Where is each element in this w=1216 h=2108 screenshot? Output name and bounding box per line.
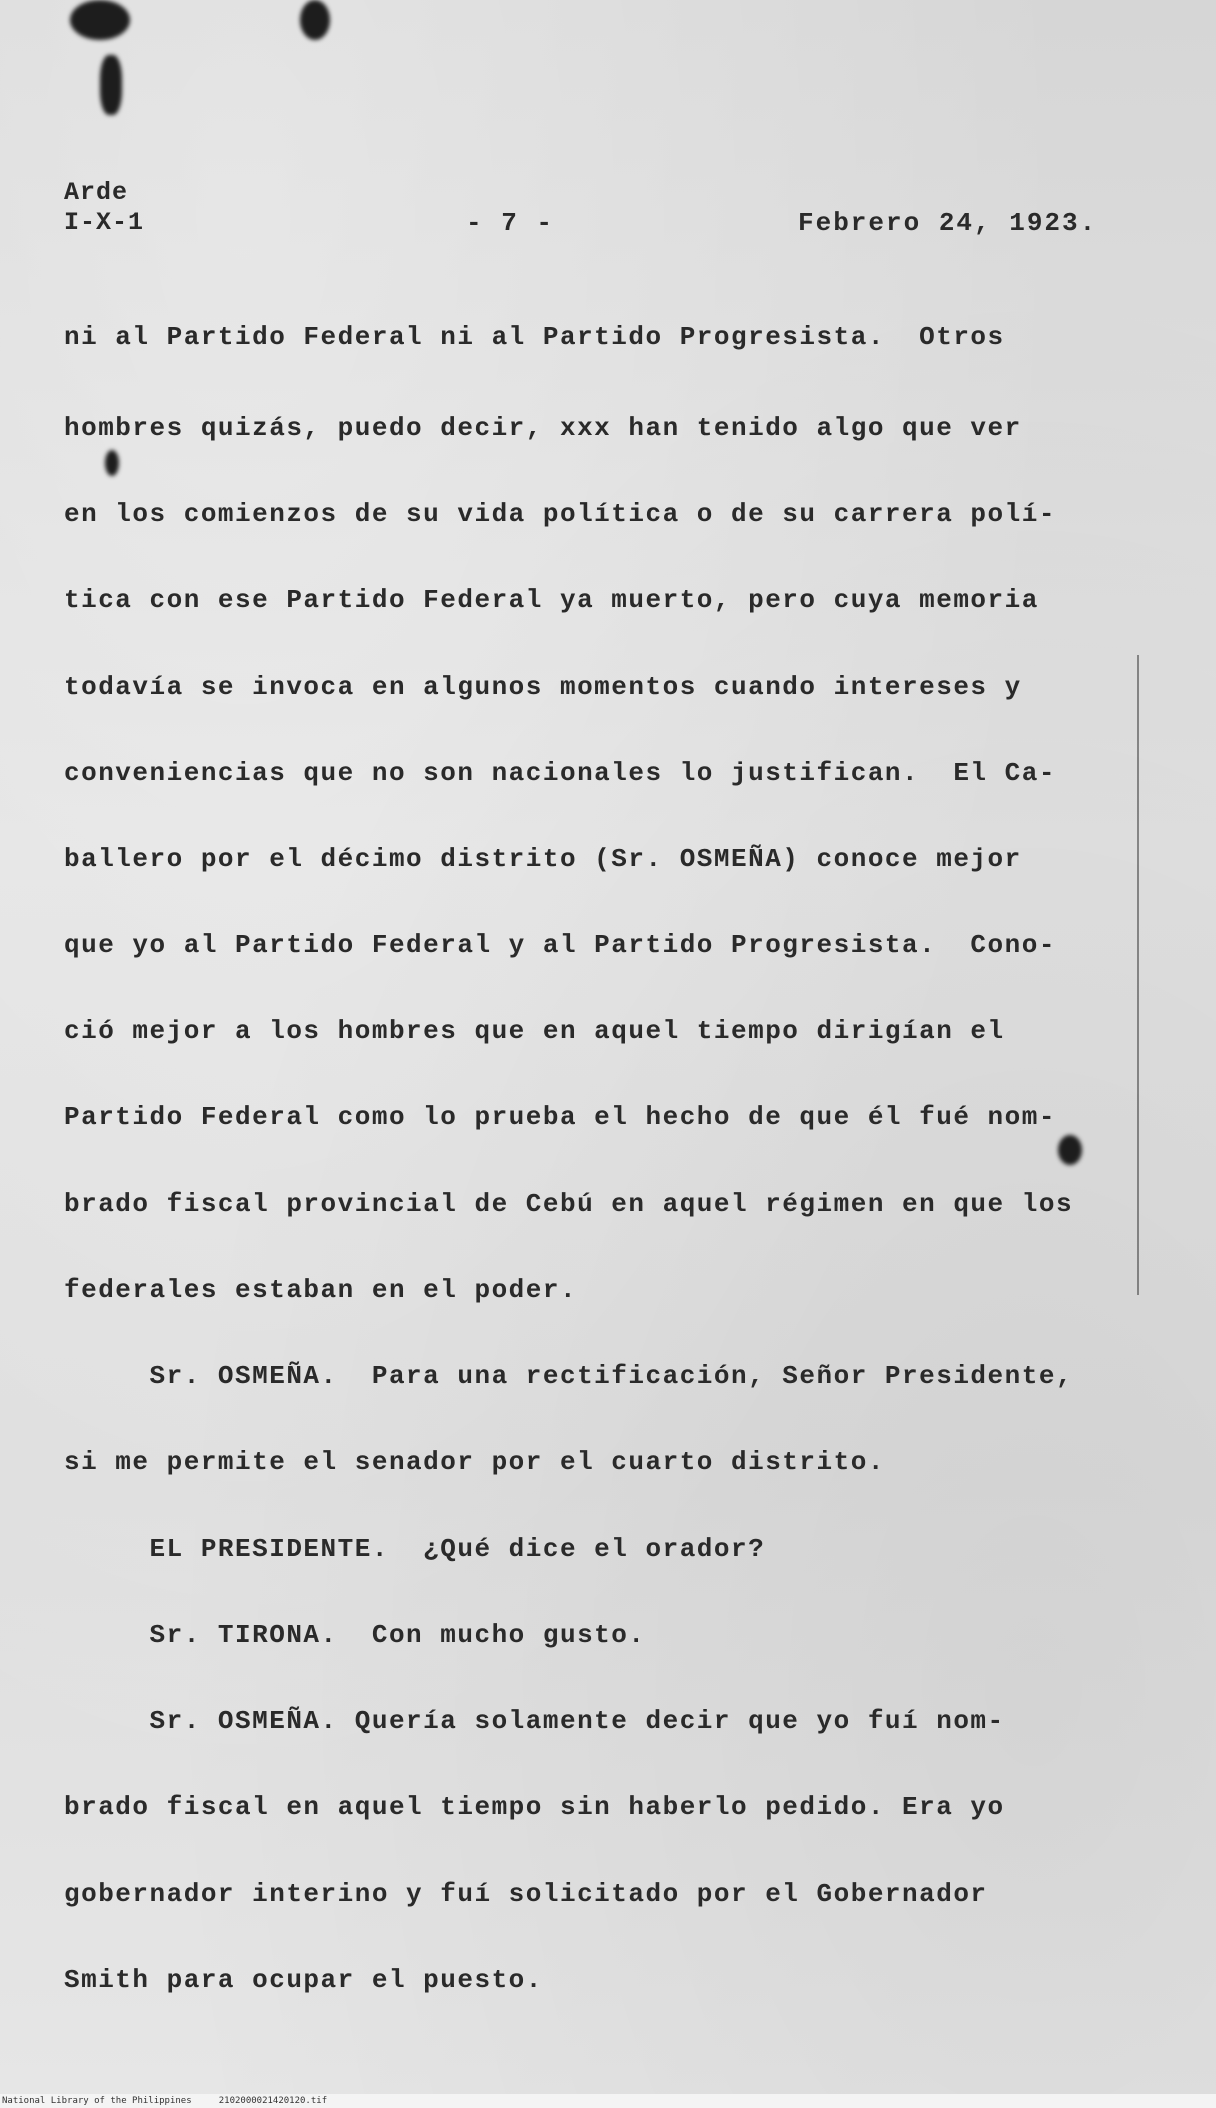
ink-blot xyxy=(105,450,119,476)
text-line: todavía se invoca en algunos momentos cuando intereses y xyxy=(64,672,1022,702)
document-code-line-2: I-X-1 xyxy=(64,208,145,237)
text-line: EL PRESIDENTE. ¿Qué dice el orador? xyxy=(64,1534,766,1564)
text-line: brado fiscal en aquel tiempo sin haberlo pedido. Era yo xyxy=(64,1792,1005,1822)
ink-blot xyxy=(70,0,130,40)
ink-blot xyxy=(100,55,122,115)
scan-footer: National Library of the Philippines 2102000021420120.tif xyxy=(0,2094,1216,2108)
page-number: - 7 - xyxy=(466,208,555,238)
ink-blot xyxy=(1058,1135,1082,1165)
text-line: tica con ese Partido Federal ya muerto, pero cuya memoria xyxy=(64,585,1039,615)
text-line: ballero por el décimo distrito (Sr. OSMEÑA) conoce mejor xyxy=(64,844,1022,874)
text-line: si me permite el senador por el cuarto distrito. xyxy=(64,1447,885,1477)
text-line: Partido Federal como lo prueba el hecho de que él fué nom- xyxy=(64,1102,1056,1132)
text-line: ni al Partido Federal ni al Partido Progresista. Otros xyxy=(64,322,1005,352)
ink-blot xyxy=(300,0,330,40)
text-line: conveniencias que no son nacionales lo justifican. El Ca- xyxy=(64,758,1056,788)
text-line: Sr. OSMEÑA. Quería solamente decir que yo fuí nom- xyxy=(64,1706,1005,1736)
text-line: Sr. TIRONA. Con mucho gusto. xyxy=(64,1620,646,1650)
text-line: gobernador interino y fuí solicitado por el Gobernador xyxy=(64,1879,988,1909)
text-line: Smith para ocupar el puesto. xyxy=(64,1965,543,1995)
document-code-line-1: Arde xyxy=(64,178,129,207)
text-line: ció mejor a los hombres que en aquel tiempo dirigían el xyxy=(64,1016,1005,1046)
text-line: federales estaban en el poder. xyxy=(64,1275,578,1305)
document-date: Febrero 24, 1923. xyxy=(798,208,1098,238)
text-line: que yo al Partido Federal y al Partido Progresista. Cono- xyxy=(64,930,1056,960)
document-code xyxy=(64,178,144,238)
text-line: brado fiscal provincial de Cebú en aquel régimen en que los xyxy=(64,1189,1074,1219)
text-line: Sr. OSMEÑA. Para una rectificación, Señor Presidente, xyxy=(64,1361,1074,1391)
text-line: en los comienzos de su vida política o de su carrera polí- xyxy=(64,499,1056,529)
margin-rule xyxy=(1137,655,1139,1295)
text-line: hombres quizás, puedo decir, xxx han tenido algo que ver xyxy=(64,413,1022,443)
